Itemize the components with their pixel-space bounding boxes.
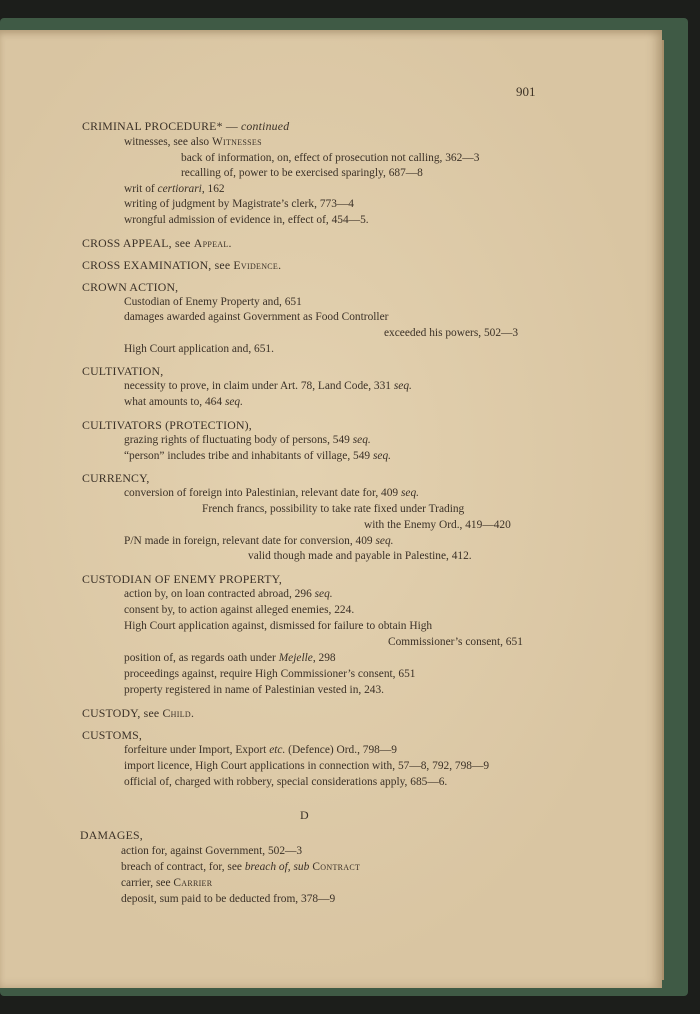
index-subentry: official of, charged with robbery, special considerations apply, 685—6. [124, 776, 448, 788]
index-subentry [124, 652, 336, 664]
index-subentry: with the Enemy Ord., 419—420 [364, 519, 511, 531]
index-heading-customs: CUSTOMS, [82, 728, 143, 742]
cross-reference: Appeal. [193, 236, 232, 250]
index-subentry: deposit, sum paid to be deducted from, 378—9 [121, 893, 336, 905]
italic-term: seq. [224, 396, 243, 408]
index-subentry: import licence, High Court applications in connection with, 57—8, 792, 798—9 [124, 760, 490, 772]
book-page [0, 30, 662, 988]
index-subentry: valid though made and payable in Palestine, 412. [248, 550, 472, 562]
index-subentry: Commissioner’s consent, 651 [388, 636, 523, 648]
heading-suffix: * — [216, 119, 241, 133]
subentry-text: carrier, see [121, 877, 174, 889]
heading-text: CROSS EXAMINATION, see [82, 258, 234, 272]
index-subentry: back of information, on, effect of prosecution not calling, 362—3 [181, 152, 480, 164]
subentry-text: writ of [124, 183, 158, 195]
italic-term: etc. [269, 744, 286, 756]
index-subentry: property registered in name of Palestinian vested in, 243. [124, 684, 385, 696]
italic-term: Mejelle [278, 652, 313, 664]
italic-term: seq. [375, 535, 394, 547]
index-heading-custodian: CUSTODIAN OF ENEMY PROPERTY, [82, 572, 283, 586]
cross-reference: Carrier [173, 877, 213, 889]
page-number: 901 [516, 84, 536, 99]
index-heading-custody [82, 706, 194, 721]
subentry-text: grazing rights of fluctuating body of persons, 549 [124, 434, 353, 446]
subentry-text: (Defence) Ord., 798—9 [285, 744, 397, 756]
subentry-text: , 162 [201, 183, 225, 195]
index-heading-cross-appeal [82, 236, 232, 251]
italic-term: seq. [400, 487, 419, 499]
index-subentry: exceeded his powers, 502—3 [384, 327, 519, 339]
subentry-text: what amounts to, 464 [124, 396, 225, 408]
index-subentry [124, 450, 391, 462]
italic-term: certiorari [157, 183, 202, 195]
index-subentry: action for, against Government, 502—3 [121, 845, 303, 857]
index-subentry: wrongful admission of evidence in, effect of, 454—5. [124, 214, 369, 226]
heading-text: CROSS APPEAL, see [82, 236, 194, 250]
index-subentry: proceedings against, require High Commissioner’s consent, 651 [124, 668, 416, 680]
subentry-text: breach of contract, for, see [121, 861, 245, 873]
index-subentry: Custodian of Enemy Property and, 651 [124, 296, 302, 308]
index-subentry: High Court application against, dismissed for failure to obtain High [124, 620, 433, 632]
index-heading-cultivation: CULTIVATION, [82, 364, 164, 378]
index-subentry: consent by, to action against alleged enemies, 224. [124, 604, 355, 616]
index-subentry: French francs, possibility to take rate fixed under Trading [202, 503, 465, 515]
subentry-text: action by, on loan contracted abroad, 296 [124, 588, 315, 600]
subentry-text: “person” includes tribe and inhabitants of village, 549 [124, 450, 373, 462]
index-subentry: High Court application and, 651. [124, 343, 274, 355]
cross-reference: Evidence. [233, 258, 282, 272]
index-heading-cultivators: CULTIVATORS (PROTECTION), [82, 418, 252, 432]
index-heading-damages: DAMAGES, [80, 828, 143, 842]
index-subentry [121, 877, 212, 889]
cross-reference: Child. [162, 706, 195, 720]
subentry-text: necessity to prove, in claim under Art. 78, Land Code, 331 [124, 380, 394, 392]
index-subentry [124, 535, 394, 547]
index-subentry [121, 861, 360, 873]
subentry-text: position of, as regards oath under [124, 652, 279, 664]
cross-reference: Witnesses [211, 136, 262, 148]
subentry-text: forfeiture under Import, Export [124, 744, 270, 756]
index-subentry: recalling of, power to be exercised sparingly, 687—8 [181, 167, 423, 179]
index-heading-crown-action: CROWN ACTION, [82, 280, 179, 294]
cross-reference: Contract [309, 861, 361, 873]
index-subentry [124, 136, 262, 148]
index-subentry [124, 434, 371, 446]
italic-term: breach of, sub [244, 861, 310, 873]
index-subentry: damages awarded against Government as Food Controller [124, 311, 389, 323]
subentry-text: conversion of foreign into Palestinian, relevant date for, 409 [124, 487, 401, 499]
heading-continued: continued [240, 119, 290, 133]
index-subentry: writing of judgment by Magistrate’s clerk, 773—4 [124, 198, 354, 210]
subentry-text: witnesses, see also [124, 136, 212, 148]
index-subentry [124, 744, 397, 756]
index-subentry [124, 380, 412, 392]
italic-term: seq. [352, 434, 371, 446]
index-subentry [124, 487, 419, 499]
index-subentry [124, 396, 243, 408]
italic-term: seq. [393, 380, 412, 392]
index-heading-criminal-procedure [82, 119, 289, 134]
section-letter: D [300, 808, 309, 822]
subentry-text: P/N made in foreign, relevant date for conversion, 409 [124, 535, 376, 547]
index-heading-cross-examination [82, 258, 281, 273]
subentry-text: , 298 [312, 652, 336, 664]
italic-term: seq. [372, 450, 391, 462]
heading-text: CUSTODY, see [82, 706, 163, 720]
index-subentry [124, 183, 225, 195]
heading-text: CRIMINAL PROCEDURE [82, 119, 217, 133]
index-subentry [124, 588, 333, 600]
index-heading-currency: CURRENCY, [82, 471, 150, 485]
italic-term: seq. [314, 588, 333, 600]
